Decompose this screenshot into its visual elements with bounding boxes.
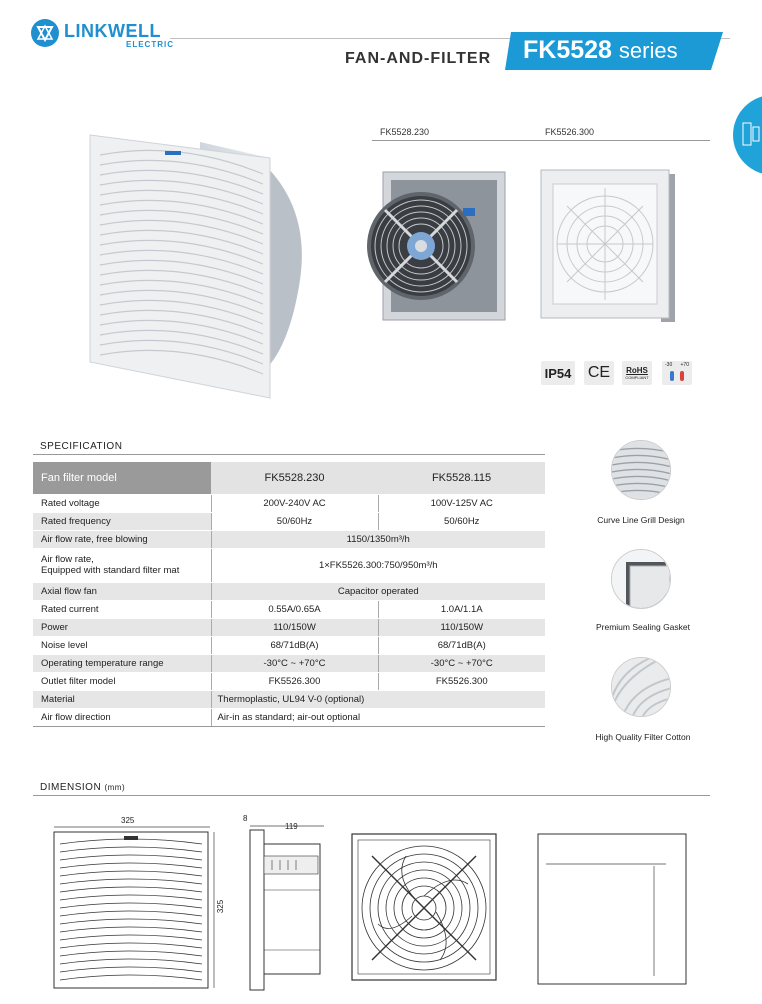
row-label: Material: [33, 690, 211, 708]
row-value-b: 100V-125V AC: [378, 494, 545, 512]
row-label: Outlet filter model: [33, 672, 211, 690]
row-label: Noise level: [33, 636, 211, 654]
row-value: Air-in as standard; air-out optional: [211, 708, 545, 726]
model-rule: [372, 140, 710, 141]
rohs-badge: [622, 361, 652, 385]
row-label-line2: Equipped with standard filter mat: [41, 565, 180, 576]
table-row: [33, 690, 545, 708]
temperature-badge: [662, 361, 692, 385]
table-row: [33, 530, 545, 548]
row-value-a: FK5526.300: [211, 672, 378, 690]
feature-gasket-label: Premium Sealing Gasket: [595, 622, 690, 632]
feature-grill-label: Curve Line Grill Design: [597, 515, 685, 525]
feature-filter-image: [611, 657, 671, 717]
spec-rule: [33, 454, 545, 455]
row-value-b: FK5526.300: [378, 672, 545, 690]
dimension-title: [40, 782, 125, 793]
fan-front-image: [535, 166, 680, 324]
row-value-b: 68/71dB(A): [378, 636, 545, 654]
table-row: [33, 600, 545, 618]
row-label: Air flow rate, free blowing: [33, 530, 211, 548]
row-label: Rated current: [33, 600, 211, 618]
model-badge: [505, 30, 725, 72]
table-row: [33, 494, 545, 512]
dimension-front-drawing: [50, 822, 220, 990]
row-value: 1150/1350m³/h: [211, 530, 545, 548]
row-label: Rated frequency: [33, 512, 211, 530]
row-value: 1×FK5526.300:750/950m³/h: [211, 548, 545, 582]
dim-width-label: 325: [121, 816, 135, 825]
brand-sub: ELECTRIC: [126, 40, 174, 49]
ce-badge: CE: [584, 361, 614, 385]
table-row: [33, 548, 545, 582]
dim-depth-label: 119: [285, 822, 298, 831]
row-value-a: 0.55A/0.65A: [211, 600, 378, 618]
dimension-side-drawing: [248, 820, 328, 992]
spec-col-model-a: FK5528.230: [211, 462, 378, 494]
feature-filter-label: High Quality Filter Cotton: [595, 732, 691, 742]
rohs-label: RoHS: [626, 366, 648, 375]
spec-col-model-b: FK5528.115: [378, 462, 545, 494]
page-title: FK5528: [523, 36, 612, 64]
thermometer-icon: [667, 370, 687, 384]
logo-icon: [30, 18, 60, 48]
row-value-b: 50/60Hz: [378, 512, 545, 530]
row-value-a: 200V-240V AC: [211, 494, 378, 512]
dim-offset-label: 8: [243, 814, 248, 823]
feature-grill-image: [611, 440, 671, 500]
temp-min: -30: [665, 362, 673, 368]
row-label: [33, 548, 211, 582]
spec-header-row: [33, 462, 545, 494]
row-label: Axial flow fan: [33, 582, 211, 600]
table-row: [33, 636, 545, 654]
table-row: [33, 618, 545, 636]
row-value-a: 50/60Hz: [211, 512, 378, 530]
feature-gasket-image: [611, 549, 671, 609]
row-value-a: 110/150W: [211, 618, 378, 636]
fan-back-image: [365, 168, 507, 323]
row-value: Capacitor operated: [211, 582, 545, 600]
row-label: Operating temperature range: [33, 654, 211, 672]
model-a-label: FK5528.230: [380, 127, 430, 137]
row-label: Rated voltage: [33, 494, 211, 512]
temp-max: +70: [680, 362, 689, 368]
dimension-rule: [33, 795, 710, 796]
dimension-unit: (mm): [104, 783, 126, 792]
spec-title: SPECIFICATION: [40, 441, 123, 452]
row-value-a: 68/71dB(A): [211, 636, 378, 654]
ip54-badge: IP54: [541, 361, 575, 385]
table-row: [33, 654, 545, 672]
brand-name: LINKWELL: [64, 21, 161, 41]
dimension-title-text: DIMENSION: [40, 782, 102, 793]
dimension-back-drawing: [350, 832, 500, 984]
dim-height-label: 325: [216, 899, 226, 914]
row-label: Air flow direction: [33, 708, 211, 726]
table-row: [33, 512, 545, 530]
row-label-line1: Air flow rate,: [41, 554, 94, 565]
title-series: series: [618, 38, 678, 63]
row-value: Thermoplastic, UL94 V-0 (optional): [211, 690, 545, 708]
page-subtitle: FAN-AND-FILTER: [345, 50, 492, 67]
model-b-label: FK5526.300: [545, 127, 595, 137]
dimension-cutout-drawing: [536, 832, 688, 986]
spec-col-label: Fan filter model: [33, 462, 211, 494]
rohs-compliant: COMPLIANT: [625, 375, 649, 380]
brand-logo: [30, 18, 174, 54]
row-value-b: -30°C ~ +70°C: [378, 654, 545, 672]
row-label: Power: [33, 618, 211, 636]
table-row: [33, 708, 545, 726]
side-tab-icon: [733, 95, 762, 175]
main-product-image: [85, 130, 330, 400]
row-value-b: 110/150W: [378, 618, 545, 636]
spec-table: [33, 462, 545, 727]
row-value-b: 1.0A/1.1A: [378, 600, 545, 618]
table-row: [33, 672, 545, 690]
table-row: [33, 582, 545, 600]
row-value-a: -30°C ~ +70°C: [211, 654, 378, 672]
